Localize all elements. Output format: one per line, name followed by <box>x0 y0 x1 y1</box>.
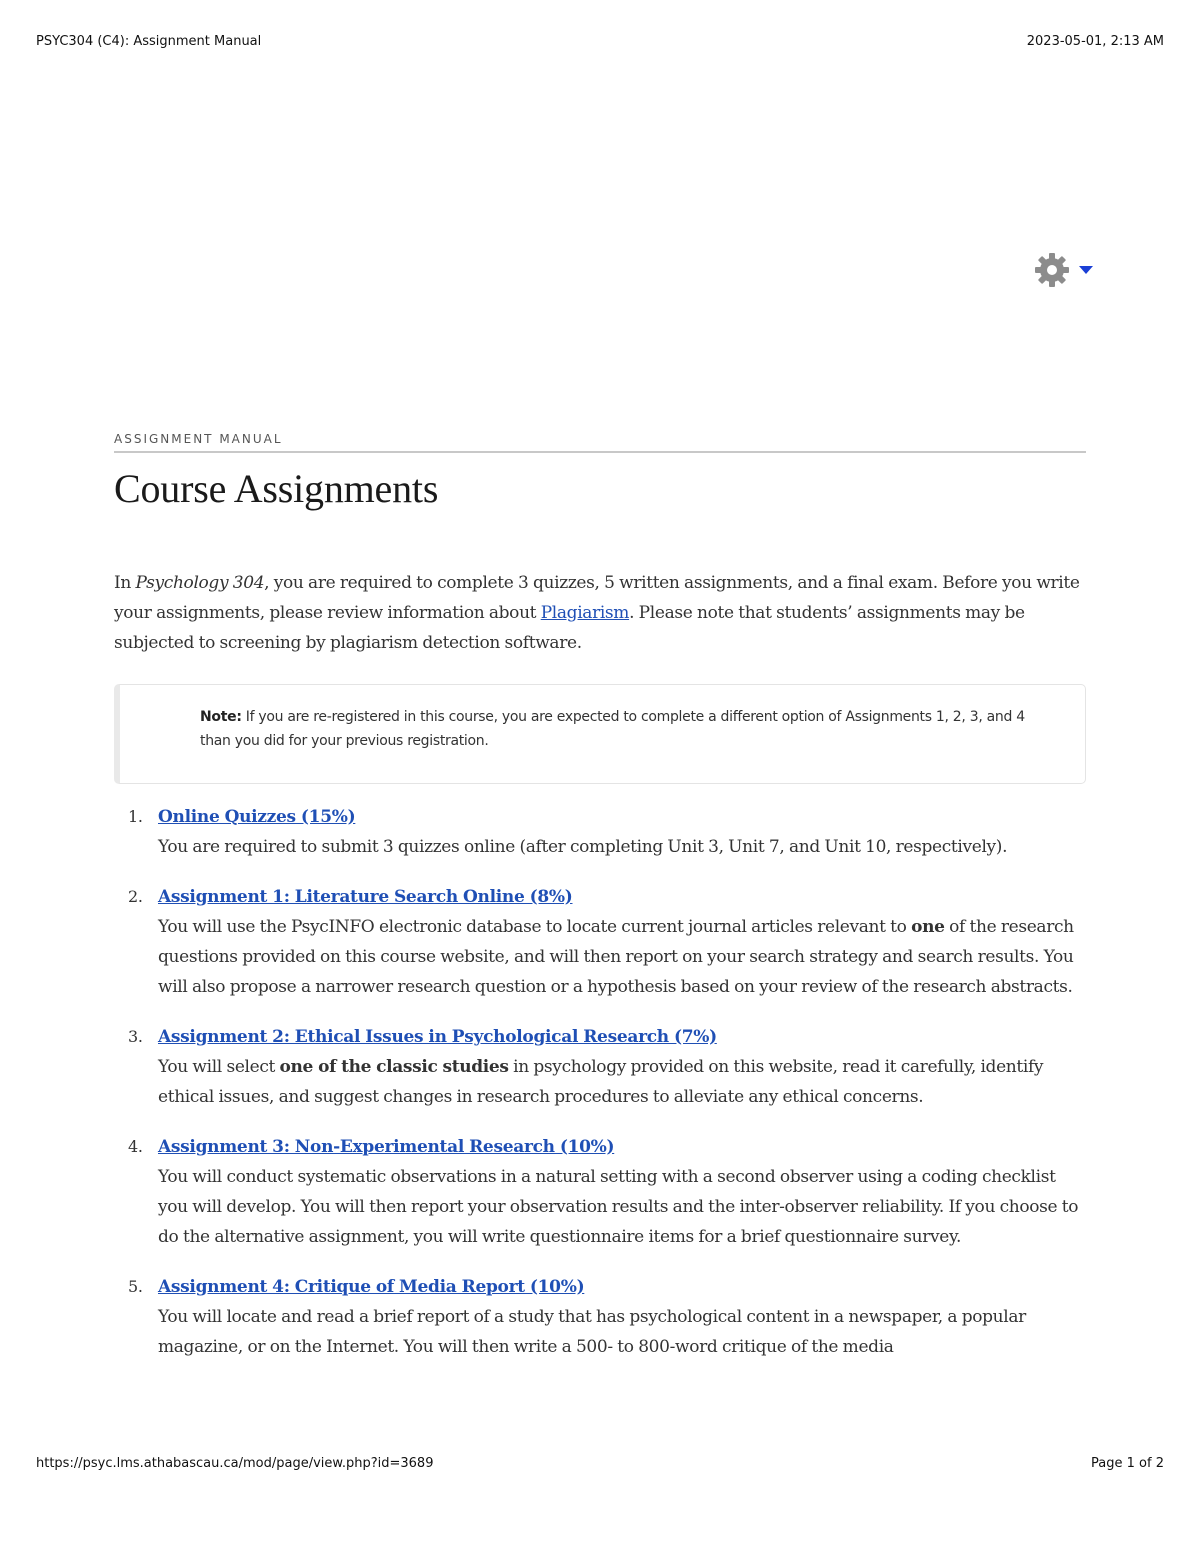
assignment-description: You are required to submit 3 quizzes online (after completing Unit 3, Unit 7, and Unit 10, respectively). <box>158 837 1008 857</box>
description-text: You will use the PsycINFO electronic database to locate current journal articles relevant to <box>158 917 912 937</box>
list-number: 1. <box>128 807 143 826</box>
assignment-link-4[interactable]: Assignment 4: Critique of Media Report (10%) <box>158 1277 585 1297</box>
list-number: 3. <box>128 1027 143 1046</box>
caret-down-icon <box>1078 265 1094 275</box>
assignment-description <box>158 1052 1086 1112</box>
print-page-title: PSYC304 (C4): Assignment Manual <box>36 34 262 49</box>
list-number: 4. <box>128 1137 143 1156</box>
page-title: Course Assignments <box>114 466 439 511</box>
note-text: If you are re-registered in this course, you are expected to complete a different option of Assignments 1, 2, 3, and 4 than you did for your previous registration. <box>200 709 1025 749</box>
main-content <box>114 432 1086 1382</box>
print-datetime: 2023-05-01, 2:13 AM <box>1026 34 1164 49</box>
assignment-link-quizzes[interactable]: Online Quizzes (15%) <box>158 807 356 827</box>
description-text: in psychology provided on this website, read it carefully, identify ethical issues, and suggest changes in research procedures to alleviate any ethical concerns. <box>158 1057 1044 1107</box>
assignment-link-1[interactable]: Assignment 1: Literature Search Online (8%) <box>158 887 573 907</box>
assignment-description <box>158 912 1086 1002</box>
description-text: of the research questions provided on this course website, and will then report on your search strategy and search results. You will also propose a narrower research question or a hypothesis based on your review of the research abstracts. <box>158 917 1074 997</box>
assignment-description: You will conduct systematic observations in a natural setting with a second observer using a coding checklist you will develop. You will then report your observation results and the inter-observer reliability. If you choose to do the alternative assignment, you will write questionnaire items for a brief questionnaire survey. <box>158 1167 1079 1247</box>
list-number: 5. <box>128 1277 143 1296</box>
print-footer <box>36 1456 1164 1471</box>
settings-menu-button[interactable] <box>1034 252 1094 288</box>
assignment-link-3[interactable]: Assignment 3: Non-Experimental Research (10%) <box>158 1137 615 1157</box>
intro-text-middle: , you are required to complete 3 quizzes, 5 written assignments, and a final exam. Before you write your assignments, please review information about <box>114 573 1080 623</box>
plagiarism-link[interactable]: Plagiarism <box>540 603 630 623</box>
assignment-list <box>114 802 1086 1362</box>
list-item <box>128 802 1086 862</box>
description-text: You will select <box>158 1057 280 1077</box>
list-item <box>128 1022 1086 1112</box>
description-emphasis: one <box>911 917 945 937</box>
intro-text-end: . Please note that students’ assignments may be subjected to screening by plagiarism detection software. <box>114 603 1025 653</box>
note-label: Note: <box>200 709 242 725</box>
gear-icon <box>1034 252 1070 288</box>
page-number: Page 1 of 2 <box>1091 1456 1164 1471</box>
print-header <box>36 34 1164 49</box>
list-item <box>128 882 1086 1002</box>
note-callout <box>114 684 1086 784</box>
list-item <box>128 1272 1086 1362</box>
section-eyebrow: ASSIGNMENT MANUAL <box>114 432 1086 453</box>
intro-paragraph <box>114 568 1086 658</box>
course-name: Psychology 304 <box>135 573 265 593</box>
assignment-link-2[interactable]: Assignment 2: Ethical Issues in Psychological Research (7%) <box>158 1027 717 1047</box>
intro-text-start: In <box>114 573 136 593</box>
description-emphasis: one of the classic studies <box>279 1057 509 1077</box>
assignment-description: You will locate and read a brief report of a study that has psychological content in a newspaper, a popular magazine, or on the Internet. You will then write a 500- to 800-word critique of the media <box>158 1307 1026 1357</box>
page-cutoff <box>0 1426 1200 1456</box>
list-number: 2. <box>128 887 143 906</box>
print-url: https://psyc.lms.athabascau.ca/mod/page/view.php?id=3689 <box>36 1456 434 1471</box>
list-item <box>128 1132 1086 1252</box>
